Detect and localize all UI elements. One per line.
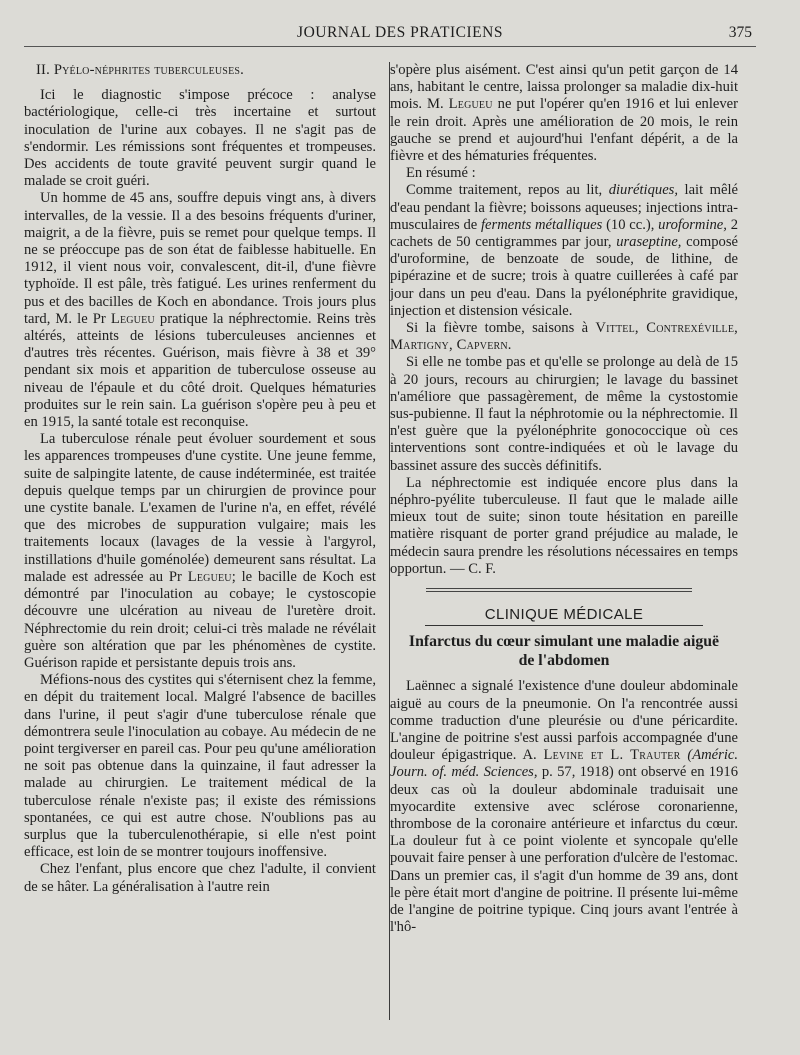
paragraph (24, 190, 376, 431)
text-run: Comme traitement, repos au lit, (406, 182, 603, 199)
author-name: Legueu (187, 568, 232, 585)
text-run: 2 cachets de 50 centigrammes par jour, (390, 216, 738, 251)
page-number: 375 (728, 24, 752, 41)
italic-run: diurétiques, (608, 182, 679, 199)
left-column (24, 62, 376, 896)
italic-run: uraseptine, (616, 234, 682, 251)
text-run: p. 57, 1918) ont observé en 1916 deux cas où la douleur abdominale traduisait une myocardite extensive avec sclérose coronarienne, thrombose de la coronaire antérieure et infarctus du cœur. La douleur fut à ce point violente et syncopale qu'elle pouvait faire penser à une perforation d'ulcère de l'estomac. Dans un premier cas, il s'agit d'un homme de 39 ans, dont le père était mort d'angine de poitrine. Il présente lui-même de l'angine de poitrine typique. Cinq jours avant l'entrée à l'hô- (390, 764, 738, 936)
rubric-title: CLINIQUE MÉDICALE (425, 604, 704, 626)
paragraph (390, 678, 738, 936)
paragraph: En résumé : (406, 165, 476, 182)
article-title-line: de l'abdomen (518, 652, 610, 670)
paragraph: Si elle ne tombe pas et qu'elle se prolonge au delà de 15 à 20 jours, recours au chirurgien; le lavage du bassinet n'améliore que passagèrement, de même la cystostomie sus-pubienne. Il faut la néphrotomie ou la néphrectomie. Il n'est guère que la pyélonéphrite gonococcique où ces interventions sont contre-indiquées et où le lavage du bassinet assure des succès définitifs. (390, 354, 738, 474)
article-title (390, 632, 738, 670)
paragraph: La néphrectomie est indiquée encore plus dans la néphro-pyélite tuberculeuse. Il faut que le malade aille mieux tout de suite; sinon toute hésitation en pareille matière risquant de porter grand préjudice au malade, le médecin saura prendre les résolutions nécessaires en temps opportun. — C. F. (390, 474, 738, 577)
text-run: Si la fièvre tombe, saisons à (406, 320, 589, 337)
paragraph: Chez l'enfant, plus encore que chez l'adulte, il convient de se hâter. La généralisation à l'autre rein (24, 861, 376, 895)
header-rule (24, 46, 756, 47)
text-run: La tuberculose rénale peut évoluer sourdement et sous les apparences trompeuses d'une cystite. Une jeune femme, suite de salpingite latente, de cause indéterminée, est traitée depuis quelque temps par un chirurgien de province pour une cystite banale. L'examen de l'urine n'a, en effet, révélé que des microbes de suppuration vulgaire; mais les traitements locaux (lavages de la vessie à l'argyrol, instillations d'huile goménolée) demeurent sans résultat. La malade est adressée au Pr (24, 431, 376, 585)
paragraph: Ici le diagnostic s'impose précoce : analyse bactériologique, celle-ci très incertaine et surtout inoculation de l'urine aux cobayes. Il ne s'agit pas de s'endormir. Les rémissions sont fréquentes et trompeuses. Des accidents de toute gravité peuvent surgir quand le malade se croit guéri. (24, 87, 376, 190)
author-name: Legueu (448, 96, 493, 113)
text-run: Laënnec a signalé l'existence d'une douleur abdominale aiguë au cours de la pneumonie. On l'a rencontrée aussi comme traduction d'une pleurésie ou d'une péricardite. L'angine de poitrine s'est aussi parfois accompagnée d'une douleur épigastrique. A. (390, 678, 738, 764)
author-name: Levine et L. Trauter (543, 747, 681, 764)
section-separator-rule (426, 588, 692, 592)
paragraph: Méfions-nous des cystites qui s'éternisent chez la femme, en dépit du traitement local. Malgré l'absence de bacilles dans l'urine, il peut s'agir d'une tuberculose rénale que démontrera seule l'inoculation au cobaye. Au médecin de ne point tergiverser en pareil cas. Pour peu qu'une amélioration ne soit pas obtenue dans la quinzaine, il faut adresser la malade au chirurgien. Le traitement médical de la tuberculose rénale n'existe pas; il existe des rémissions spontanées, ce qui est autre chose. N'oublions pas au surplus que la tuberculenothérapie, si elle n'est point efficace, est loin de se montrer toujours inoffensive. (24, 672, 376, 861)
text-run: ne put l'opérer qu'en 1916 et lui enlever le rein droit. Après une amélioration de 20 mois, le rein gauche se prend et aujourd'hui l'enfant dépérit, a de la fièvre et des hématuries fréquentes. (390, 96, 739, 165)
italic-run: ferments métalliques (481, 216, 603, 233)
page-header (0, 24, 800, 48)
author-name: Legueu (110, 310, 155, 327)
section-heading: II. Pyélo-néphrites tuberculeuses. (36, 62, 244, 78)
text-run: s'opère plus aisément. C'est ainsi qu'un petit garçon de 14 ans, habitant le centre, laissa prolonger sa maladie dix-huit mois. M. (390, 62, 738, 113)
paragraph (390, 320, 738, 354)
text-run: (10 cc.), (606, 216, 655, 233)
text-run: ; le bacille de Koch est démontré par l'inoculation au cobaye; le cystoscopie découvre une ulcération au niveau de l'uretère droit. Néphrectomie du rein droit; celui-ci très malade ne révélait guère son altération que par les phénomènes de cystite. Guérison rapide et persistante depuis trois ans. (24, 568, 376, 671)
paragraph (24, 431, 376, 672)
text-run: composé d'uroformine, de benzoate de soude, de lithine, de pipérazine et de sucre; trois à quatre cuillerées à café par jour dans un peu d'eau. Dans la pyélonéphrite gravidique, injection et distension vésicale. (390, 234, 738, 319)
article-title-line: Infarctus du cœur simulant une maladie aiguë (408, 633, 720, 651)
text-run: Un homme de 45 ans, souffre depuis vingt ans, à divers intervalles, de la vessie. Il a des besoins fréquents d'uriner, maigrit, a de la fièvre, puis se remet pour quelque temps. Il ne se préoccupe pas de son état de faiblesse habituelle. En 1912, il vient nous voir, convalescent, dit-il, d'une fièvre typhoïde. Il est pâle, très fatigué. Les urines renferment du pus et des bacilles de Koch en abondance. Trois jours plus tard, M. le Pr (24, 190, 376, 327)
right-column (390, 62, 738, 936)
paragraph (390, 62, 738, 165)
place-names: Vittel, Contrexéville, Martigny, Capvern. (390, 320, 738, 354)
italic-run: uroformine, (658, 216, 727, 233)
citation: (Améric. Journ. of. méd. Sciences, (390, 747, 739, 781)
paragraph (390, 182, 738, 320)
running-title: JOURNAL DES PRATICIENS (297, 24, 503, 41)
text-run: lait mêlé d'eau pendant la fièvre; boissons aqueuses; injections intra-musculaires de (390, 182, 739, 233)
text-run: pratique la néphrectomie. Reins très altérés, atteints de lésions tuberculeuses anciennes et d'autres très récentes. Guérison, mais fièvre à 38 et 39° pendant six mois et apparition de tuberculose osseuse au niveau de l'épaule et du côté droit. Quelques hématuries produites sur le rein sain. La guérison s'opère peu à peu et en 1915, la santé totale est reconquise. (24, 310, 376, 431)
rubric (390, 604, 738, 626)
